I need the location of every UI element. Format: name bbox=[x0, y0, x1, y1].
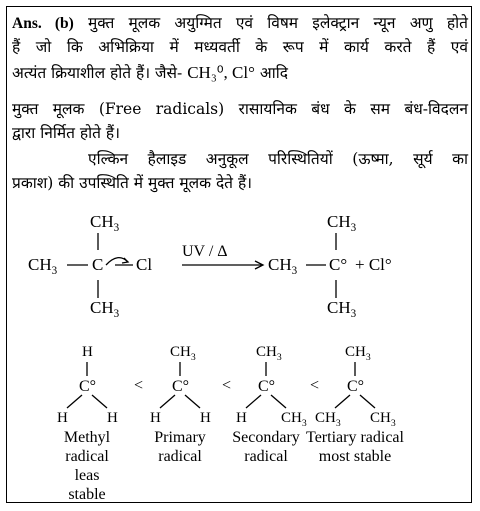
radical-left-bond bbox=[160, 395, 175, 408]
radical-left-group: H bbox=[57, 410, 68, 426]
radical-name-line: radical bbox=[65, 448, 109, 465]
radical-name-line: leas bbox=[74, 467, 100, 484]
stability-series bbox=[57, 344, 405, 503]
radical-name-line: Methyl bbox=[63, 429, 111, 446]
radical-right-bond bbox=[185, 395, 200, 408]
radical-right-group: $CH_3$ bbox=[281, 410, 307, 429]
radical-left-bond bbox=[67, 395, 82, 408]
radical-right-group: H bbox=[200, 410, 211, 426]
radical-right-group: $CH_3$ bbox=[370, 410, 396, 429]
radical-top-group: H bbox=[82, 344, 93, 360]
radical-top-group: $CH_3$ bbox=[170, 344, 196, 363]
radical-left-bond bbox=[335, 395, 350, 408]
radical-top-group: $CH_3$ bbox=[345, 344, 371, 363]
product-bottom-ch3: $CH_3$ bbox=[327, 298, 357, 320]
reactant-carbon: C bbox=[92, 255, 104, 274]
radical-name-line: Tertiary radical bbox=[306, 429, 404, 446]
answer-text-1: मुक्त मूलक अयुग्मित एवं विषम इलेक्ट्रान न्यून अणु होते bbox=[87, 14, 468, 32]
radical-carbon: C° bbox=[172, 378, 190, 395]
product-left-ch3: $CH_3$ bbox=[268, 255, 298, 277]
less-than-sign: < bbox=[134, 377, 144, 394]
answer-line-7: प्रकाश) की उपस्थिति में मुक्त मूलक देते हैं। bbox=[12, 174, 253, 192]
product-chlorine-radical: + Cl° bbox=[355, 255, 392, 274]
radical-left-group: $CH_3$ bbox=[315, 410, 341, 429]
radical-carbon: C° bbox=[347, 378, 365, 395]
radical-right-bond bbox=[360, 395, 375, 408]
answer-line-4: मुक्त मूलक (Free radicals) रासायनिक बंध के सम बंध-विदलन bbox=[12, 100, 468, 118]
reactant-left-ch3: $CH_3$ bbox=[28, 255, 58, 277]
radical-right-bond bbox=[92, 395, 107, 408]
reactant-top-ch3: $CH_3$ bbox=[90, 212, 120, 234]
reaction-condition: UV / Δ bbox=[182, 243, 228, 260]
reactant-bottom-ch3: $CH_3$ bbox=[90, 298, 120, 320]
radical-name-line: most stable bbox=[318, 448, 392, 465]
radical-carbon: C° bbox=[258, 378, 276, 395]
product-top-ch3: $CH_3$ bbox=[327, 212, 357, 234]
product-carbon-radical: C° bbox=[329, 255, 348, 274]
radical-name-line: stable bbox=[68, 486, 106, 503]
radical-name-line: Secondary bbox=[232, 429, 300, 446]
radical-left-group: H bbox=[150, 410, 161, 426]
radical-carbon: C° bbox=[79, 378, 97, 395]
answer-label: Ans. (b) bbox=[12, 15, 74, 32]
reactant-chlorine: Cl bbox=[136, 255, 153, 274]
answer-line-6: एल्किन हैलाइड अनुकूल परिस्थितियों (ऊष्मा, सूर्य का bbox=[88, 150, 468, 168]
answer-line-3: अत्यंत क्रियाशील होते हैं। जैसे- CH₃⁰, Cl° आदि bbox=[12, 63, 288, 82]
less-than-sign: < bbox=[222, 377, 232, 394]
radical-left-group: H bbox=[236, 410, 247, 426]
answer-line-2: हैं जो कि अभिक्रिया में मध्यवर्ती के रूप में कार्य करते हैं एवं bbox=[12, 38, 468, 56]
less-than-sign: < bbox=[310, 377, 320, 394]
radical-right-group: H bbox=[107, 410, 118, 426]
radical-name-line: radical bbox=[244, 448, 288, 465]
answer-line-5: द्वारा निर्मित होते हैं। bbox=[12, 124, 120, 142]
example-formula: CH₃⁰, Cl° bbox=[187, 63, 255, 82]
radical-name-line: radical bbox=[158, 448, 202, 465]
radical-right-bond bbox=[271, 395, 286, 408]
radical-name-line: Primary bbox=[154, 429, 206, 446]
radical-left-bond bbox=[246, 395, 261, 408]
radical-top-group: $CH_3$ bbox=[256, 344, 282, 363]
